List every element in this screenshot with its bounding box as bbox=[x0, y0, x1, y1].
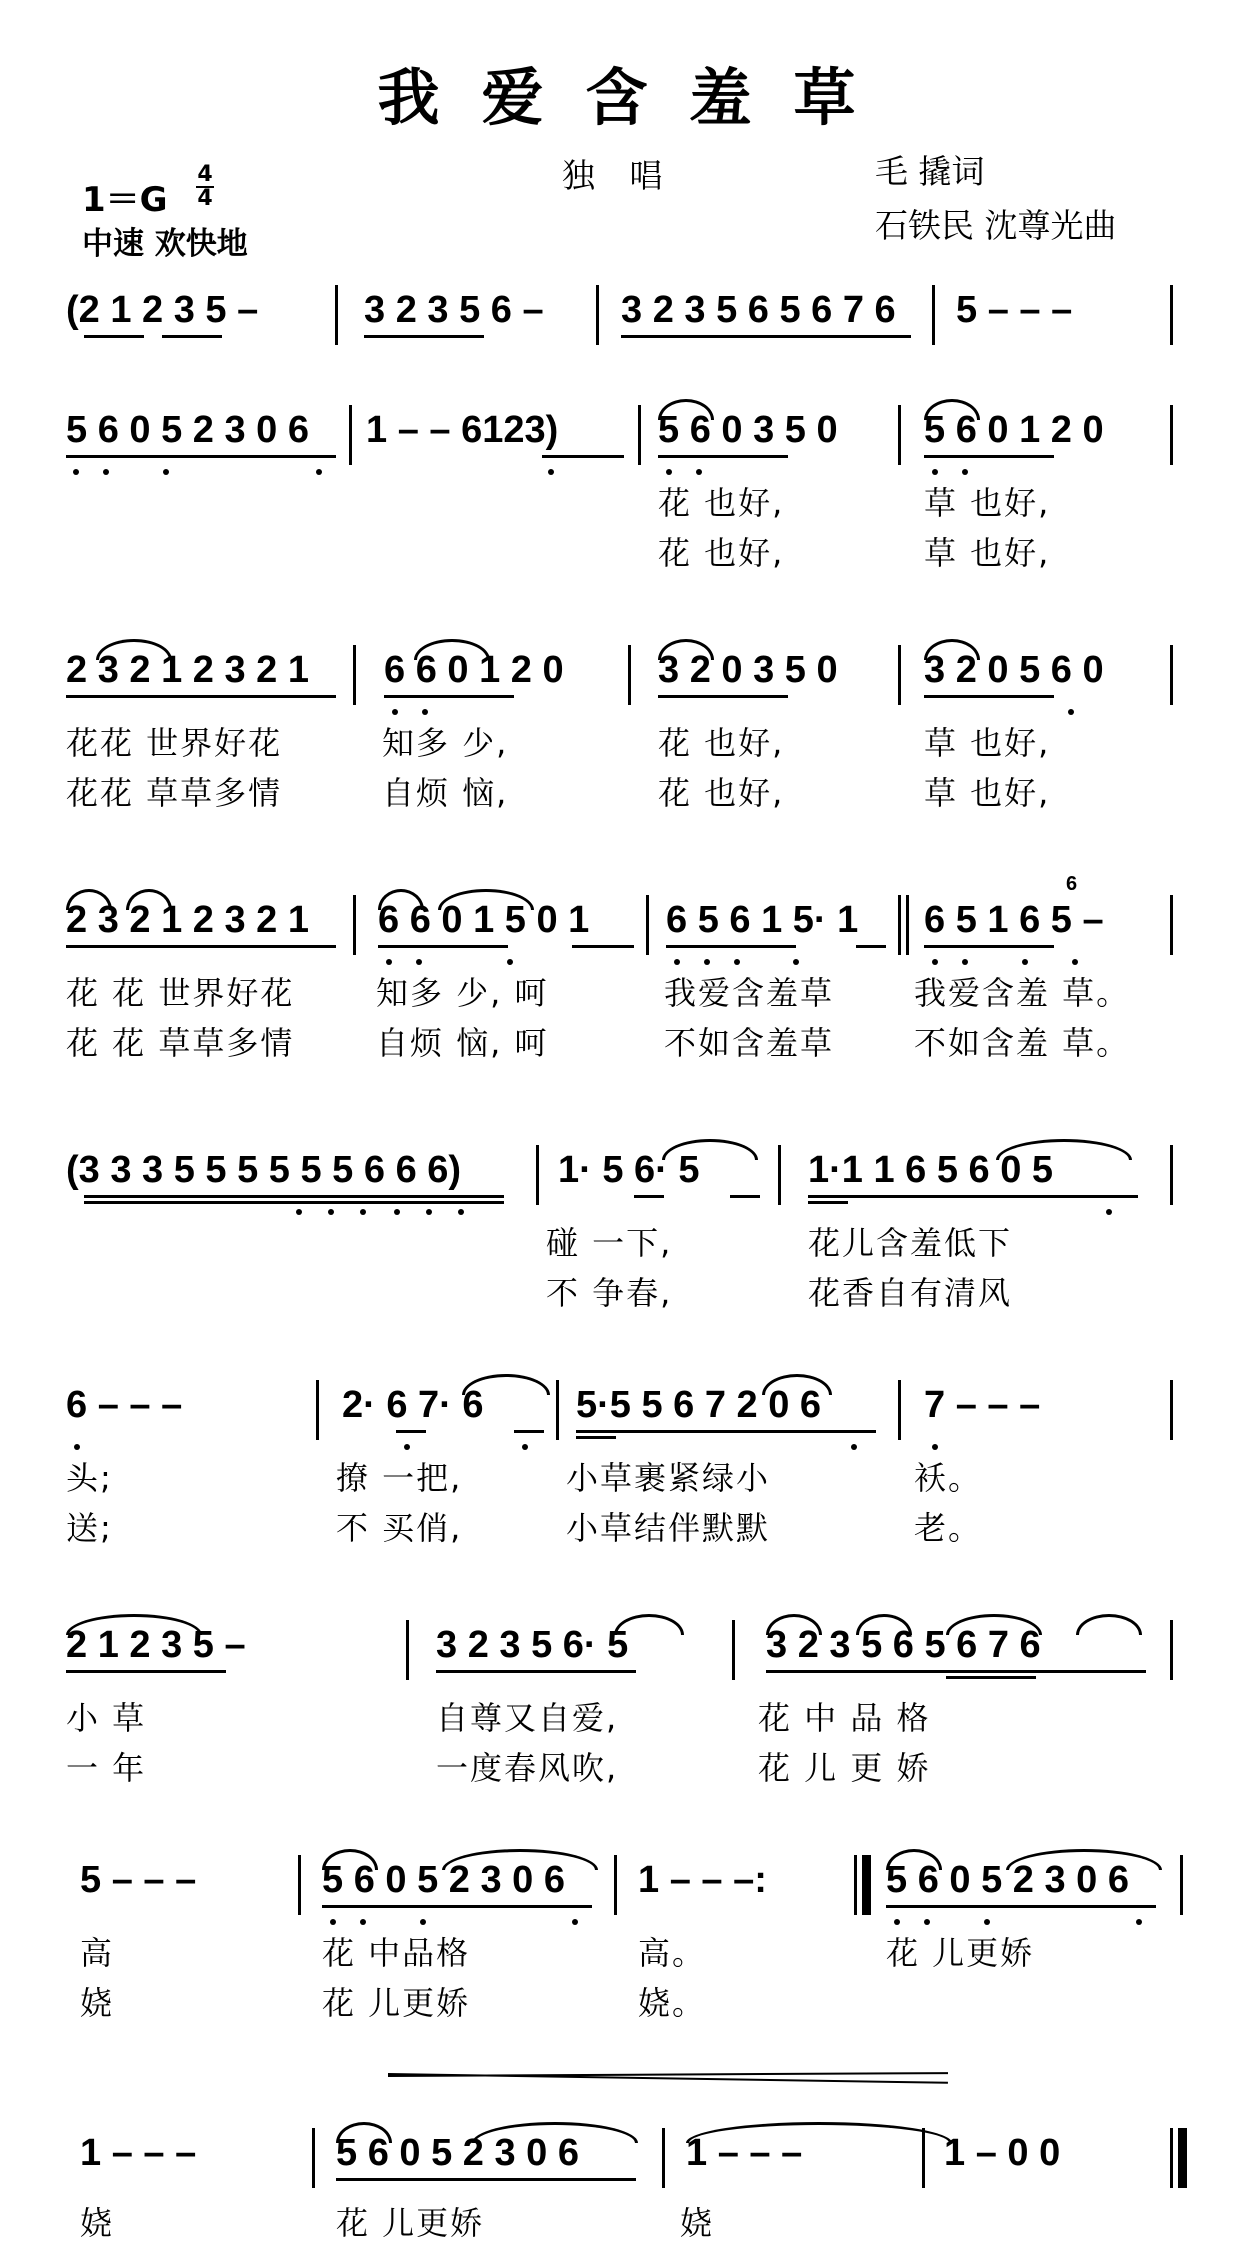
low-octave-dot bbox=[1022, 959, 1028, 965]
underline bbox=[576, 1436, 616, 1439]
song-title: 我爱含羞草 bbox=[377, 61, 898, 134]
slur bbox=[442, 1849, 598, 1870]
underline bbox=[886, 1905, 1156, 1908]
lyric: 送; bbox=[66, 1509, 113, 1547]
measure: 2· 6 7· 6 bbox=[342, 1384, 484, 1426]
low-octave-dot bbox=[507, 959, 513, 965]
lyricist-credit: 毛 撬词 bbox=[875, 152, 985, 191]
low-octave-dot bbox=[704, 959, 710, 965]
slur bbox=[66, 889, 112, 910]
low-octave-dot bbox=[522, 1444, 528, 1450]
low-octave-dot bbox=[426, 1209, 432, 1215]
lyric: 花 也好, bbox=[658, 774, 785, 812]
lyric: 碰 一下, bbox=[546, 1224, 673, 1262]
lyric: 花儿含羞低下 bbox=[808, 1224, 1013, 1262]
slur bbox=[766, 1614, 822, 1635]
underline bbox=[364, 335, 484, 338]
low-octave-dot bbox=[894, 1919, 900, 1925]
measure: 3 2 3 5 6· 5 bbox=[436, 1624, 629, 1666]
measure: 2 1 2 3 5 – bbox=[66, 1624, 246, 1666]
lyric: 花 儿更娇 bbox=[322, 1984, 471, 2022]
underline bbox=[84, 1201, 504, 1204]
measure: 5 6 0 1 2 0 bbox=[924, 409, 1104, 451]
underline bbox=[658, 455, 788, 458]
slur bbox=[762, 1374, 832, 1395]
measure: 6 5 6 1 5· 1 bbox=[666, 899, 859, 941]
lyric: 草 也好, bbox=[924, 484, 1051, 522]
lyric: 花香自有清风 bbox=[808, 1274, 1013, 1312]
slur bbox=[614, 1614, 684, 1635]
measure: 1 – – – bbox=[80, 2132, 197, 2174]
lyric: 撩 一把, bbox=[336, 1459, 463, 1497]
slur bbox=[438, 889, 534, 910]
underline bbox=[84, 1195, 504, 1198]
underline bbox=[66, 1670, 226, 1673]
bar-line bbox=[596, 285, 599, 345]
bar-line bbox=[732, 1620, 735, 1680]
time-signature bbox=[196, 164, 214, 210]
score-row-9 bbox=[66, 2128, 1176, 2188]
bar-line bbox=[1170, 405, 1173, 465]
tempo-marking: 中速 欢快地 bbox=[82, 226, 248, 262]
bar-line bbox=[353, 895, 356, 955]
lyric: 高 bbox=[80, 1934, 115, 1972]
measure: 6 – – – bbox=[66, 1384, 183, 1426]
low-octave-dot bbox=[422, 709, 428, 715]
bar-line bbox=[316, 1380, 319, 1440]
underline bbox=[924, 455, 1054, 458]
lyric: 花 儿更娇 bbox=[886, 1934, 1035, 1972]
underline bbox=[66, 945, 336, 948]
repeat-bar-thick bbox=[862, 1855, 871, 1915]
lyric: 不 争春, bbox=[546, 1274, 673, 1312]
bar-line bbox=[349, 405, 352, 465]
underline bbox=[730, 1195, 760, 1198]
time-signature-top: 4 bbox=[197, 162, 213, 187]
low-octave-dot bbox=[416, 959, 422, 965]
bar-line bbox=[1170, 645, 1173, 705]
lyric: 不如含羞草 bbox=[664, 1024, 835, 1062]
underline bbox=[576, 1430, 876, 1433]
low-octave-dot bbox=[404, 1444, 410, 1450]
low-octave-dot bbox=[163, 469, 169, 475]
measure: 2 3 2 1 2 3 2 1 bbox=[66, 899, 309, 941]
lyric: 知多 少, 呵 bbox=[376, 974, 549, 1012]
slur bbox=[472, 2122, 638, 2143]
low-octave-dot bbox=[984, 1919, 990, 1925]
low-octave-dot bbox=[360, 1919, 366, 1925]
bar-line bbox=[662, 2128, 665, 2188]
lyric: 娆 bbox=[80, 1984, 115, 2022]
bar-line bbox=[898, 645, 901, 705]
low-octave-dot bbox=[924, 1919, 930, 1925]
lyric: 花 儿更娇 bbox=[336, 2204, 485, 2242]
slur bbox=[996, 1139, 1132, 1160]
score-row-2 bbox=[66, 405, 1176, 465]
slur bbox=[414, 639, 490, 660]
lyric: 花 也好, bbox=[658, 534, 785, 572]
bar-line bbox=[628, 645, 631, 705]
score-row-4 bbox=[66, 873, 1176, 955]
bar-line bbox=[638, 405, 641, 465]
composer-credit: 石铁民 沈尊光曲 bbox=[875, 206, 1117, 245]
underline bbox=[572, 945, 634, 948]
lyric: 花 也好, bbox=[658, 484, 785, 522]
grace-note: 6 bbox=[1066, 873, 1078, 895]
low-octave-dot bbox=[296, 1209, 302, 1215]
low-octave-dot bbox=[316, 469, 322, 475]
low-octave-dot bbox=[394, 1209, 400, 1215]
measure: 5 6 0 3 5 0 bbox=[658, 409, 838, 451]
underline bbox=[808, 1195, 1138, 1198]
measure: 7 – – – bbox=[924, 1384, 1041, 1426]
decrescendo-line bbox=[388, 2072, 948, 2077]
low-octave-dot bbox=[1106, 1209, 1112, 1215]
low-octave-dot bbox=[932, 1444, 938, 1450]
slur bbox=[66, 1614, 202, 1635]
performance-type: 独 唱 bbox=[562, 156, 675, 195]
slur bbox=[658, 399, 714, 420]
measure: 5 6 0 5 2 3 0 6 bbox=[322, 1859, 565, 1901]
score-row-5 bbox=[66, 1145, 1176, 1205]
underline bbox=[336, 2178, 636, 2181]
bar-line bbox=[646, 895, 649, 955]
lyric: 花 儿 更 娇 bbox=[758, 1749, 931, 1787]
bar-line bbox=[1170, 1145, 1173, 1205]
slur bbox=[96, 639, 172, 660]
bar-line bbox=[406, 1620, 409, 1680]
lyric: 娆 bbox=[680, 2204, 715, 2242]
lyric: 高。 bbox=[638, 1934, 707, 1972]
low-octave-dot bbox=[392, 709, 398, 715]
low-octave-dot bbox=[74, 1444, 80, 1450]
low-octave-dot bbox=[572, 1919, 578, 1925]
measure: 1· 5 6· 5 bbox=[558, 1149, 700, 1191]
underline bbox=[856, 945, 886, 948]
underline bbox=[924, 695, 1054, 698]
measure: 2 3 2 1 2 3 2 1 bbox=[66, 649, 309, 691]
bar-line bbox=[906, 895, 909, 955]
low-octave-dot bbox=[696, 469, 702, 475]
measure: 6 6 0 1 2 0 bbox=[384, 649, 564, 691]
measure: 5 6 0 5 2 3 0 6 bbox=[886, 1859, 1129, 1901]
underline bbox=[542, 455, 624, 458]
underline bbox=[924, 945, 1054, 948]
measure: 1 – – 6123) bbox=[366, 409, 559, 451]
low-octave-dot bbox=[674, 959, 680, 965]
slur bbox=[126, 889, 172, 910]
underline bbox=[658, 695, 788, 698]
lyric: 自烦 恼, bbox=[382, 774, 509, 812]
underline bbox=[808, 1201, 848, 1204]
low-octave-dot bbox=[1068, 709, 1074, 715]
low-octave-dot bbox=[932, 469, 938, 475]
underline bbox=[621, 335, 911, 338]
low-octave-dot bbox=[1136, 1919, 1142, 1925]
bar-line bbox=[1170, 895, 1173, 955]
slur bbox=[924, 639, 980, 660]
measure: 3 2 3 5 6 5 6 7 6 bbox=[621, 289, 896, 331]
lyric: 娆。 bbox=[638, 1984, 707, 2022]
bar-line bbox=[298, 1855, 301, 1915]
low-octave-dot bbox=[734, 959, 740, 965]
final-bar-thick bbox=[1178, 2128, 1187, 2188]
lyric: 草 也好, bbox=[924, 774, 1051, 812]
measure: 6 5 1 6 5 – bbox=[924, 899, 1104, 941]
bar-line bbox=[898, 405, 901, 465]
underline bbox=[162, 335, 222, 338]
lyric: 花 也好, bbox=[658, 724, 785, 762]
lyric: 头; bbox=[66, 1459, 113, 1497]
measure: 6 6 0 1 5 0 1 bbox=[378, 899, 590, 941]
key-signature: 1＝G bbox=[82, 180, 168, 220]
lyric: 我爱含羞草 bbox=[664, 974, 835, 1012]
measure: 3 2 0 5 6 0 bbox=[924, 649, 1104, 691]
score-row-6 bbox=[66, 1380, 1176, 1440]
underline bbox=[384, 695, 514, 698]
lyric: 花花 世界好花 bbox=[66, 724, 283, 762]
final-bar-thin bbox=[1170, 2128, 1173, 2188]
measure: 3 2 3 5 6 – bbox=[364, 289, 544, 331]
measure: 1 – – –: bbox=[638, 1859, 767, 1901]
low-octave-dot bbox=[328, 1209, 334, 1215]
bar-line bbox=[778, 1145, 781, 1205]
low-octave-dot bbox=[360, 1209, 366, 1215]
underline bbox=[66, 695, 336, 698]
time-signature-bottom: 4 bbox=[197, 186, 213, 211]
underline bbox=[946, 1676, 1036, 1679]
repeat-bar-thin bbox=[854, 1855, 857, 1915]
underline bbox=[436, 1670, 636, 1673]
slur bbox=[462, 1374, 550, 1395]
slur bbox=[946, 1614, 1042, 1635]
slur bbox=[1076, 1614, 1142, 1635]
score-row-7 bbox=[66, 1620, 1176, 1680]
lyric: 草 也好, bbox=[924, 724, 1051, 762]
lyric: 小 草 bbox=[66, 1699, 147, 1737]
underline bbox=[634, 1195, 664, 1198]
lyric: 花 中品格 bbox=[322, 1934, 471, 1972]
low-octave-dot bbox=[458, 1209, 464, 1215]
bar-line bbox=[898, 895, 901, 955]
bar-line bbox=[1170, 1380, 1173, 1440]
bar-line bbox=[932, 285, 935, 345]
slur bbox=[924, 399, 980, 420]
underline bbox=[514, 1430, 544, 1433]
bar-line bbox=[614, 1855, 617, 1915]
lyric: 小草结伴默默 bbox=[566, 1509, 771, 1547]
underline bbox=[766, 1670, 1146, 1673]
low-octave-dot bbox=[420, 1919, 426, 1925]
lyric: 袄。 bbox=[914, 1459, 983, 1497]
underline bbox=[666, 945, 796, 948]
slur bbox=[686, 2122, 952, 2143]
lyric: 小草裹紧绿小 bbox=[566, 1459, 771, 1497]
bar-line bbox=[312, 2128, 315, 2188]
measure: 1 – 0 0 bbox=[944, 2132, 1061, 2174]
slur bbox=[856, 1614, 912, 1635]
lyric: 草 也好, bbox=[924, 534, 1051, 572]
underline bbox=[396, 1430, 426, 1433]
measure: 3 2 3 5 6 5 6 7 6 bbox=[766, 1624, 1041, 1666]
slur bbox=[886, 1849, 942, 1870]
low-octave-dot bbox=[1072, 959, 1078, 965]
score-row-3 bbox=[66, 645, 1176, 705]
bar-line bbox=[353, 645, 356, 705]
lyric: 花花 草草多情 bbox=[66, 774, 283, 812]
low-octave-dot bbox=[962, 959, 968, 965]
measure: (2 1 2 3 5 – bbox=[66, 289, 259, 331]
measure: 3 2 0 3 5 0 bbox=[658, 649, 838, 691]
lyric: 老。 bbox=[914, 1509, 983, 1547]
lyric: 一度春风吹, bbox=[436, 1749, 619, 1787]
low-octave-dot bbox=[548, 469, 554, 475]
slur bbox=[322, 1849, 378, 1870]
lyric: 一 年 bbox=[66, 1749, 147, 1787]
score-row-1 bbox=[66, 285, 1176, 345]
underline bbox=[378, 945, 508, 948]
underline bbox=[84, 335, 144, 338]
slur bbox=[658, 639, 714, 660]
bar-line bbox=[556, 1380, 559, 1440]
lyric: 自尊又自爱, bbox=[436, 1699, 619, 1737]
measure: 1 – – – bbox=[686, 2132, 803, 2174]
lyric: 我爱含羞 草。 bbox=[914, 974, 1131, 1012]
low-octave-dot bbox=[851, 1444, 857, 1450]
slur bbox=[1006, 1849, 1162, 1870]
lyric: 不如含羞 草。 bbox=[914, 1024, 1131, 1062]
measure: 5 – – – bbox=[956, 289, 1073, 331]
measure: 5·5 5 6 7 2 0 6 bbox=[576, 1384, 822, 1426]
measure: 5 6 0 5 2 3 0 6 bbox=[336, 2132, 579, 2174]
measure: 1·1 1 6 5 6 0 5 bbox=[808, 1149, 1054, 1191]
underline bbox=[66, 455, 336, 458]
lyric: 花 中 品 格 bbox=[758, 1699, 931, 1737]
slur bbox=[662, 1139, 758, 1160]
bar-line bbox=[898, 1380, 901, 1440]
slur bbox=[336, 2122, 392, 2143]
underline bbox=[322, 1905, 592, 1908]
lyric: 娆 bbox=[80, 2204, 115, 2242]
low-octave-dot bbox=[386, 959, 392, 965]
low-octave-dot bbox=[666, 469, 672, 475]
low-octave-dot bbox=[962, 469, 968, 475]
bar-line bbox=[335, 285, 338, 345]
low-octave-dot bbox=[793, 959, 799, 965]
score-row-8 bbox=[66, 1855, 1176, 1915]
lyric: 花 花 草草多情 bbox=[66, 1024, 295, 1062]
low-octave-dot bbox=[103, 469, 109, 475]
lyric: 自烦 恼, 呵 bbox=[376, 1024, 549, 1062]
slur bbox=[378, 889, 424, 910]
measure: (3 3 3 5 5 5 5 5 5 6 6 6) bbox=[66, 1149, 462, 1191]
low-octave-dot bbox=[932, 959, 938, 965]
measure: 5 6 0 5 2 3 0 6 bbox=[66, 409, 309, 451]
measure: 5 – – – bbox=[80, 1859, 197, 1901]
lyric: 花 花 世界好花 bbox=[66, 974, 295, 1012]
bar-line bbox=[536, 1145, 539, 1205]
bar-line bbox=[1170, 1620, 1173, 1680]
lyric: 知多 少, bbox=[382, 724, 509, 762]
low-octave-dot bbox=[73, 469, 79, 475]
bar-line bbox=[1170, 285, 1173, 345]
lyric: 不 买俏, bbox=[336, 1509, 463, 1547]
low-octave-dot bbox=[330, 1919, 336, 1925]
bar-line bbox=[1180, 1855, 1183, 1915]
